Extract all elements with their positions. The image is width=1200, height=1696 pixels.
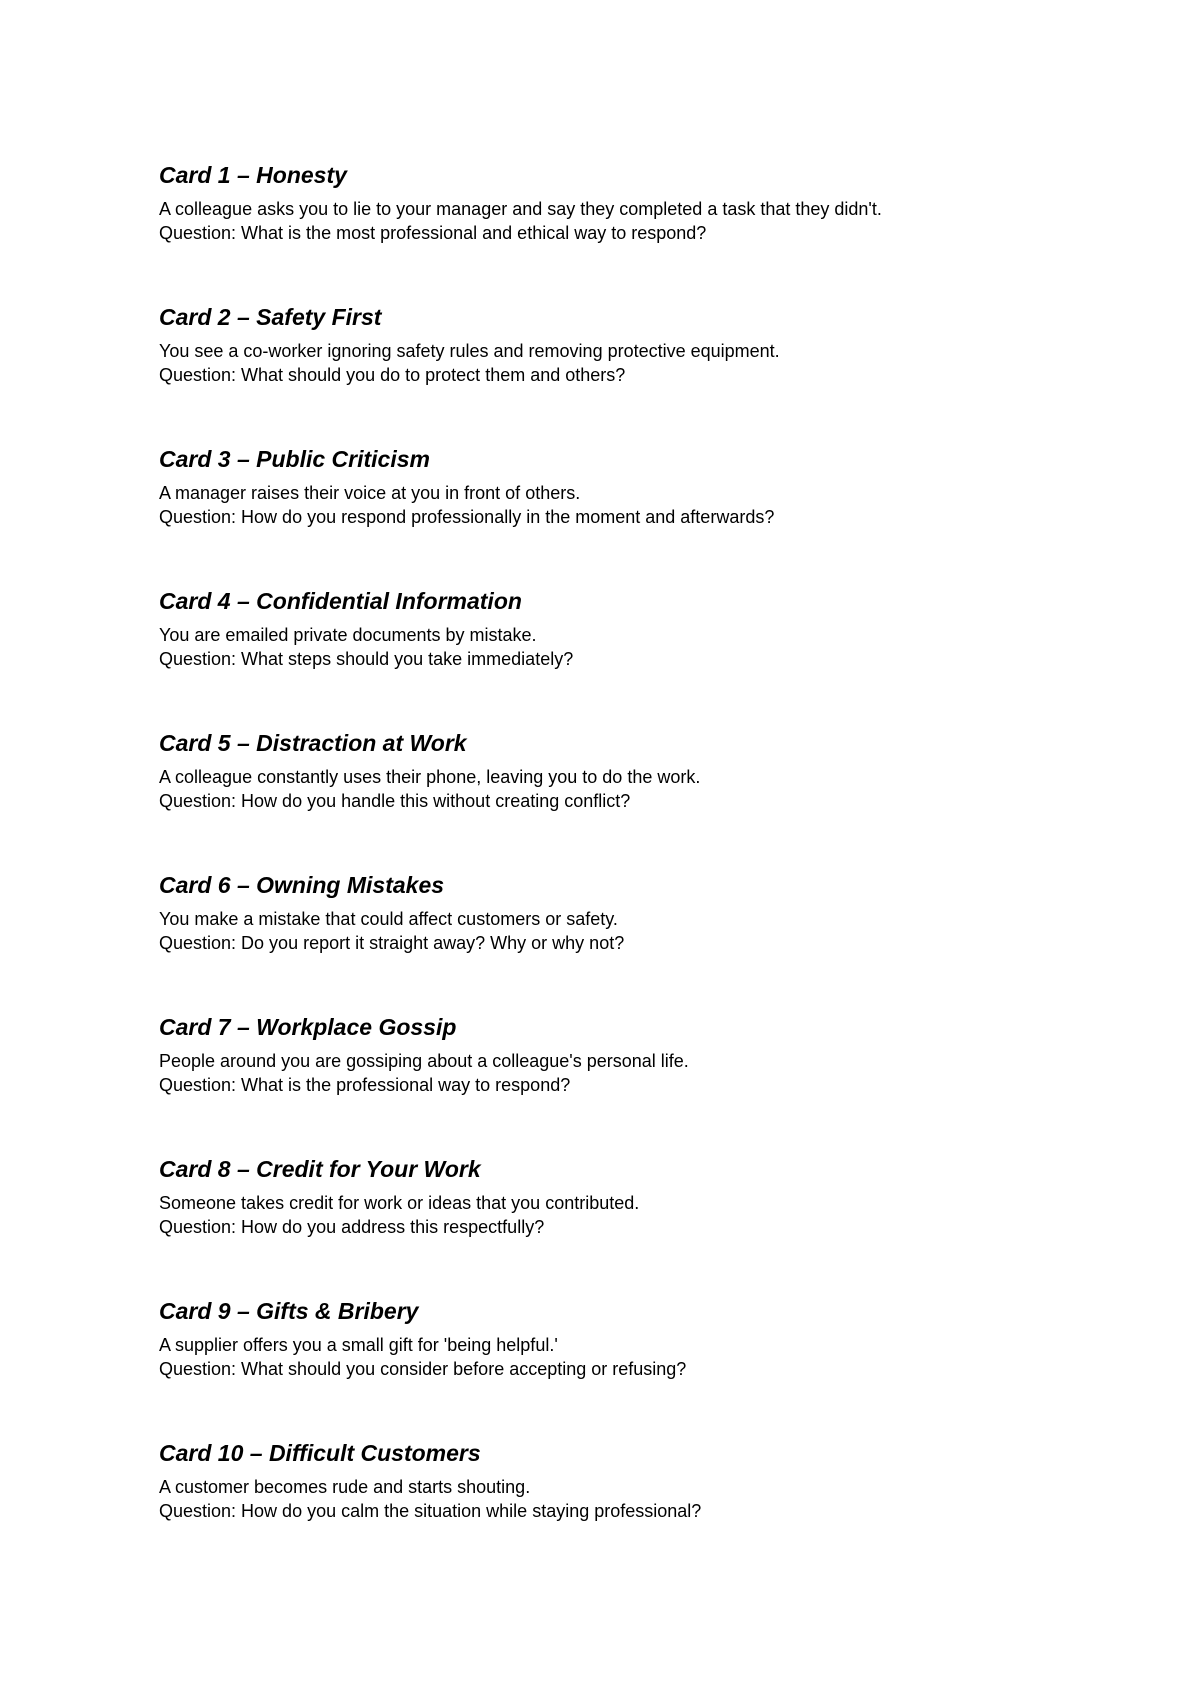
card-7 [159, 1010, 1139, 1152]
card-title: Card 5 – Distraction at Work [159, 730, 467, 756]
card-scenario: A colleague constantly uses their phone, leaving you to do the work. [159, 767, 701, 787]
card-8 [159, 1152, 1139, 1294]
card-10 [159, 1436, 1139, 1578]
card-question: Question: How do you handle this without creating conflict? [159, 791, 631, 811]
card-text [159, 1475, 1139, 1523]
card-text [159, 907, 1139, 955]
card-list [159, 158, 1139, 1578]
card-scenario: You make a mistake that could affect customers or safety. [159, 909, 618, 929]
card-question: Question: What should you do to protect them and others? [159, 365, 626, 385]
card-text [159, 197, 1139, 245]
card-question: Question: How do you respond professionally in the moment and afterwards? [159, 507, 775, 527]
card-title: Card 9 – Gifts & Bribery [159, 1298, 419, 1324]
card-9 [159, 1294, 1139, 1436]
card-title: Card 3 – Public Criticism [159, 446, 430, 472]
card-text [159, 765, 1139, 813]
card-title: Card 8 – Credit for Your Work [159, 1156, 481, 1182]
card-3 [159, 442, 1139, 584]
card-text [159, 339, 1139, 387]
card-2 [159, 300, 1139, 442]
card-question: Question: What is the professional way to respond? [159, 1075, 571, 1095]
card-question: Question: What steps should you take immediately? [159, 649, 574, 669]
card-title: Card 2 – Safety First [159, 304, 382, 330]
card-title: Card 7 – Workplace Gossip [159, 1014, 457, 1040]
card-scenario: A colleague asks you to lie to your manager and say they completed a task that they didn't. [159, 199, 882, 219]
card-question: Question: What is the most professional and ethical way to respond? [159, 223, 707, 243]
card-scenario: A customer becomes rude and starts shouting. [159, 1477, 531, 1497]
card-5 [159, 726, 1139, 868]
card-scenario: You see a co-worker ignoring safety rules and removing protective equipment. [159, 341, 780, 361]
card-scenario: A manager raises their voice at you in front of others. [159, 483, 581, 503]
card-title: Card 10 – Difficult Customers [159, 1440, 481, 1466]
card-title: Card 1 – Honesty [159, 162, 347, 188]
card-text [159, 1191, 1139, 1239]
card-1 [159, 158, 1139, 300]
card-question: Question: How do you address this respectfully? [159, 1217, 545, 1237]
card-question: Question: Do you report it straight away? Why or why not? [159, 933, 625, 953]
card-scenario: You are emailed private documents by mistake. [159, 625, 537, 645]
card-text [159, 1049, 1139, 1097]
card-scenario: A supplier offers you a small gift for 'being helpful.' [159, 1335, 558, 1355]
card-question: Question: What should you consider before accepting or refusing? [159, 1359, 687, 1379]
card-text [159, 481, 1139, 529]
card-scenario: People around you are gossiping about a colleague's personal life. [159, 1051, 689, 1071]
card-scenario: Someone takes credit for work or ideas that you contributed. [159, 1193, 640, 1213]
card-title: Card 6 – Owning Mistakes [159, 872, 445, 898]
card-question: Question: How do you calm the situation while staying professional? [159, 1501, 702, 1521]
card-text [159, 1333, 1139, 1381]
card-title: Card 4 – Confidential Information [159, 588, 522, 614]
card-6 [159, 868, 1139, 1010]
card-text [159, 623, 1139, 671]
card-4 [159, 584, 1139, 726]
